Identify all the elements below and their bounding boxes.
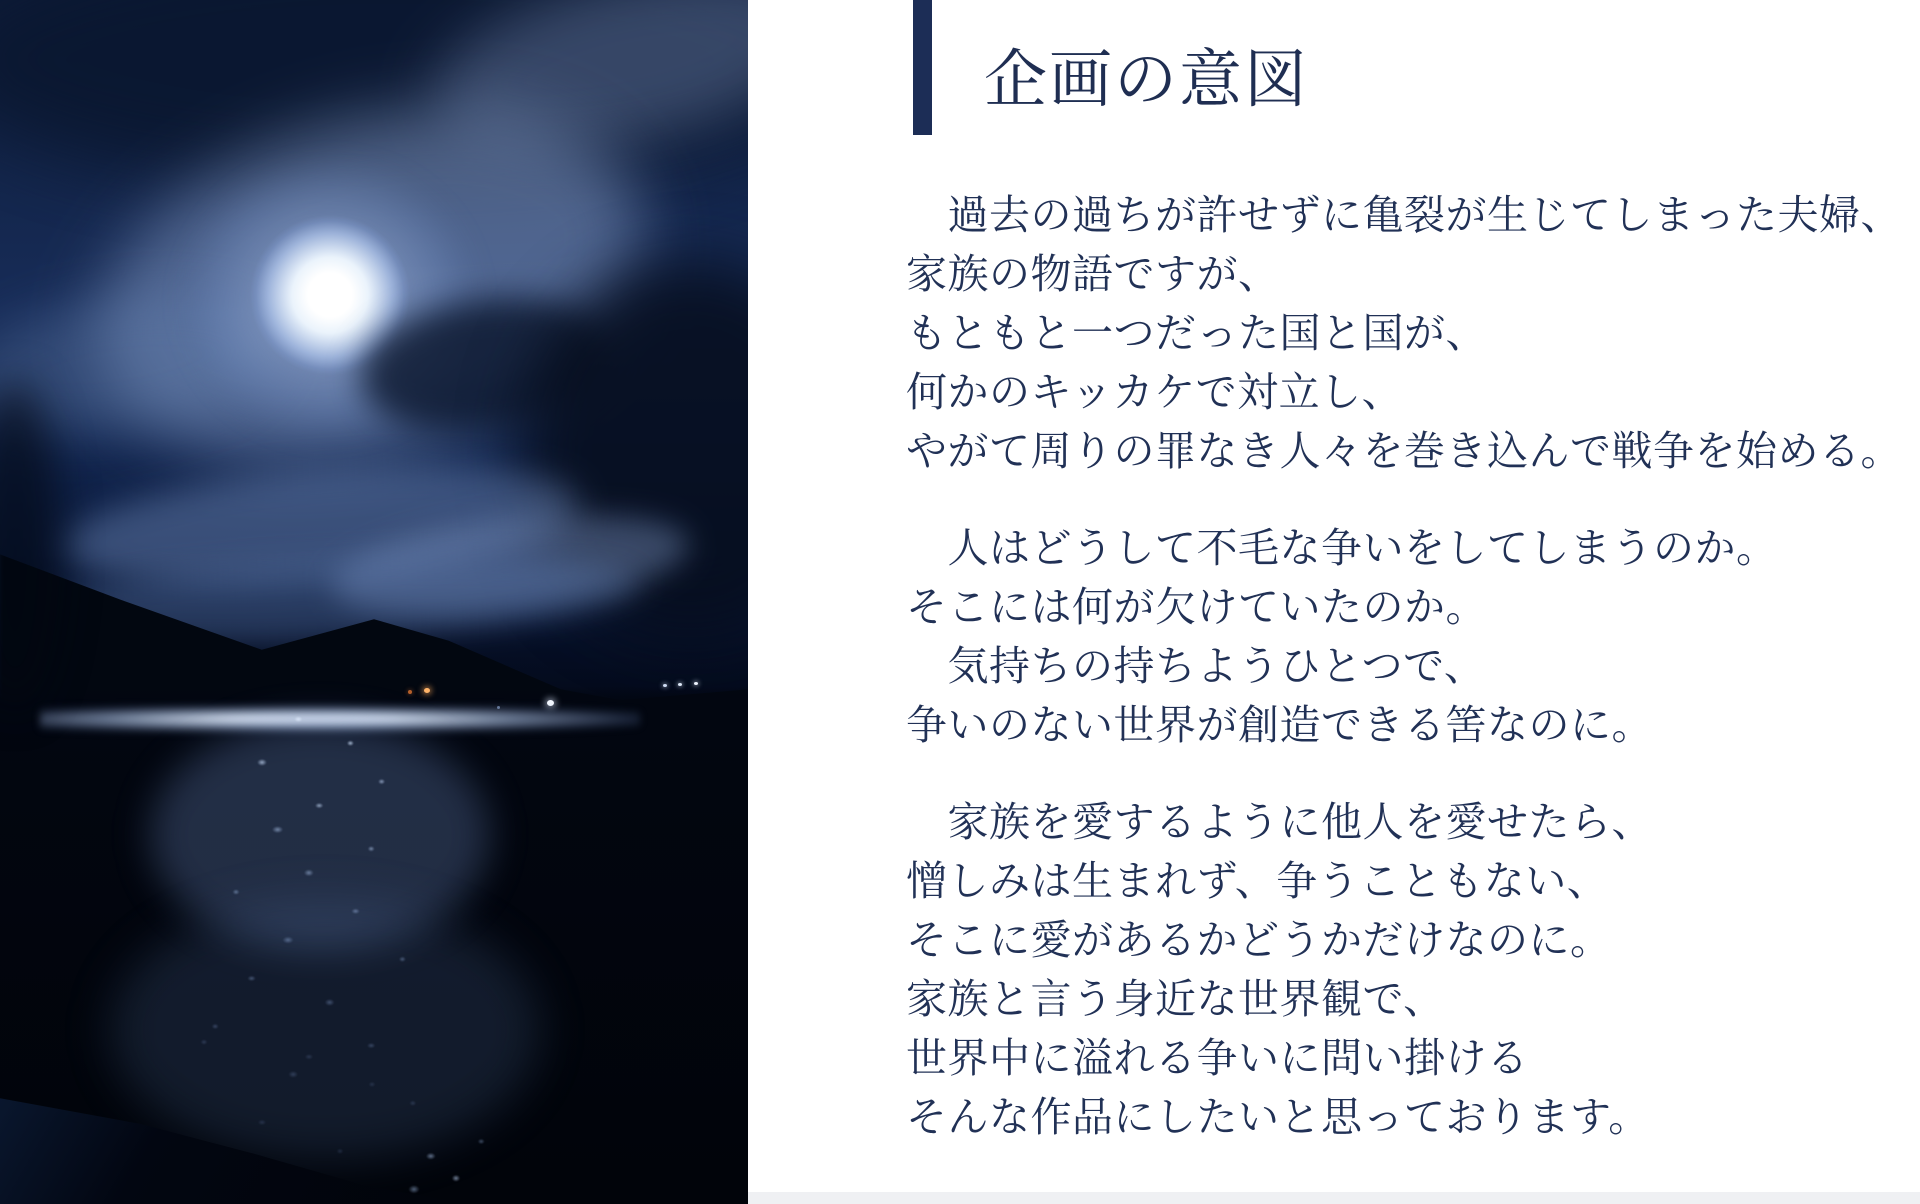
text-line: 家族と言う身近な世界観で、 <box>906 976 1445 1022</box>
shore-light <box>678 683 682 686</box>
text-line: 過去の過ちが許せずに亀裂が生じてしまった夫婦、 <box>906 192 1902 238</box>
text-line: そこに愛があるかどうかだけなのに。 <box>906 917 1612 963</box>
shore-light <box>408 690 412 694</box>
text-line: やがて周りの罪なき人々を巻き込んで戦争を始める。 <box>906 428 1902 474</box>
shore-light <box>424 688 430 693</box>
text-line: 世界中に溢れる争いに問い掛ける <box>906 1035 1529 1081</box>
text-line: 気持ちの持ちようひとつで、 <box>906 643 1486 689</box>
body-text <box>906 186 1916 1147</box>
shore-light <box>694 682 698 685</box>
text-line: そんな作品にしたいと思っております。 <box>906 1094 1650 1140</box>
text-line: 争いのない世界が創造できる筈なのに。 <box>906 702 1653 748</box>
text-line: 憎しみは生まれず、争うこともない、 <box>906 858 1609 904</box>
paragraph <box>906 186 1916 481</box>
title-accent-bar <box>913 0 932 135</box>
night-sea-photo <box>0 0 748 1204</box>
slide-bottom-edge <box>748 1192 1920 1204</box>
text-panel <box>748 0 1920 1204</box>
shore-light <box>663 684 667 687</box>
text-line: 家族を愛するように他人を愛せたら、 <box>906 799 1653 845</box>
water-sparkles-lower <box>120 1020 540 1204</box>
text-line: 家族の物語ですが、 <box>906 251 1280 297</box>
paragraph <box>906 519 1916 755</box>
text-line: そこには何が欠けていたのか。 <box>906 584 1487 630</box>
text-line: 人はどうして不毛な争いをしてしまうのか。 <box>906 525 1778 571</box>
text-line: もともと一つだった国と国が、 <box>906 310 1487 356</box>
page-title: 企画の意図 <box>984 45 1309 115</box>
text-line: 何かのキッカケで対立し、 <box>906 369 1404 415</box>
paragraph <box>906 793 1916 1147</box>
